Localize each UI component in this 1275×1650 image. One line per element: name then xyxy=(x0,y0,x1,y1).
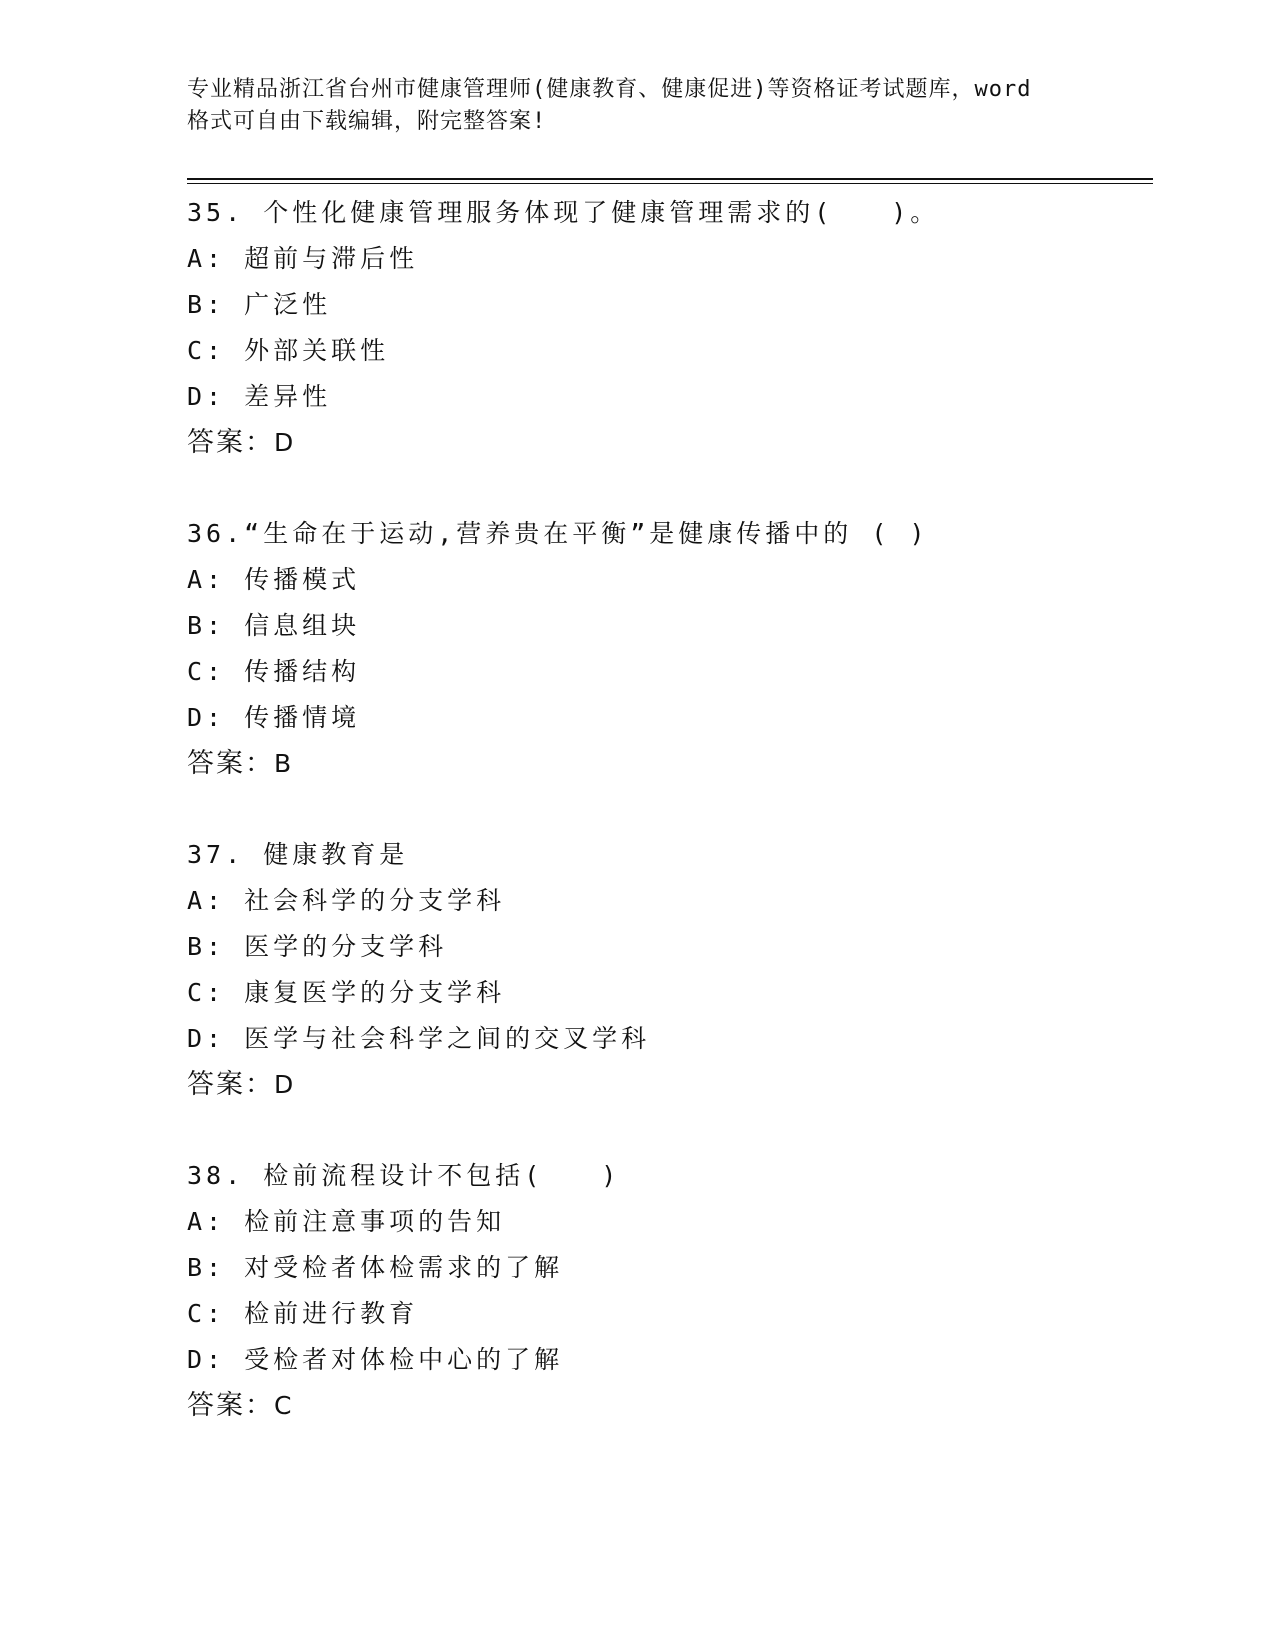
document-header xyxy=(187,74,1087,138)
answer-line xyxy=(187,1383,1147,1429)
question-list xyxy=(187,190,1147,1474)
answer-value: D xyxy=(274,428,295,457)
option-c: C: 传播结构 xyxy=(187,657,361,686)
option-d: D: 受检者对体检中心的了解 xyxy=(187,1345,564,1374)
question-37 xyxy=(187,832,1147,1108)
header-line-1: 专业精品浙江省台州市健康管理师(健康教育、健康促进)等资格证考试题库，word xyxy=(187,77,1032,102)
option-b: B: 信息组块 xyxy=(187,611,361,640)
option-a: A: 超前与滞后性 xyxy=(187,244,419,273)
answer-line xyxy=(187,1062,1147,1108)
answer-value: C xyxy=(274,1391,293,1420)
answer-line xyxy=(187,741,1147,787)
header-line-2: 格式可自由下载编辑，附完整答案! xyxy=(187,109,547,134)
answer-value: D xyxy=(274,1070,295,1099)
option-b: B: 广泛性 xyxy=(187,290,332,319)
option-d: D: 医学与社会科学之间的交叉学科 xyxy=(187,1024,651,1053)
answer-label: 答案： xyxy=(187,1390,274,1421)
option-c: C: 检前进行教育 xyxy=(187,1299,419,1328)
option-c: C: 外部关联性 xyxy=(187,336,390,365)
option-b: B: 医学的分支学科 xyxy=(187,932,448,961)
answer-label: 答案： xyxy=(187,427,274,458)
option-a: A: 社会科学的分支学科 xyxy=(187,886,506,915)
header-divider-thin xyxy=(187,183,1153,184)
answer-label: 答案： xyxy=(187,748,274,779)
question-stem: 37. 健康教育是 xyxy=(187,840,409,869)
question-38 xyxy=(187,1153,1147,1429)
option-a: A: 传播模式 xyxy=(187,565,361,594)
answer-label: 答案： xyxy=(187,1069,274,1100)
question-stem: 35. 个性化健康管理服务体现了健康管理需求的( )。 xyxy=(187,198,940,227)
question-36 xyxy=(187,511,1147,787)
option-d: D: 差异性 xyxy=(187,382,332,411)
answer-line xyxy=(187,420,1147,466)
answer-value: B xyxy=(274,749,293,778)
header-divider-thick xyxy=(187,178,1153,180)
option-b: B: 对受检者体检需求的了解 xyxy=(187,1253,564,1282)
option-a: A: 检前注意事项的告知 xyxy=(187,1207,506,1236)
question-stem: 36.“生命在于运动,营养贵在平衡”是健康传播中的 ( ) xyxy=(187,519,929,548)
question-35 xyxy=(187,190,1147,466)
option-c: C: 康复医学的分支学科 xyxy=(187,978,506,1007)
question-stem: 38. 检前流程设计不包括( ) xyxy=(187,1161,621,1190)
option-d: D: 传播情境 xyxy=(187,703,361,732)
